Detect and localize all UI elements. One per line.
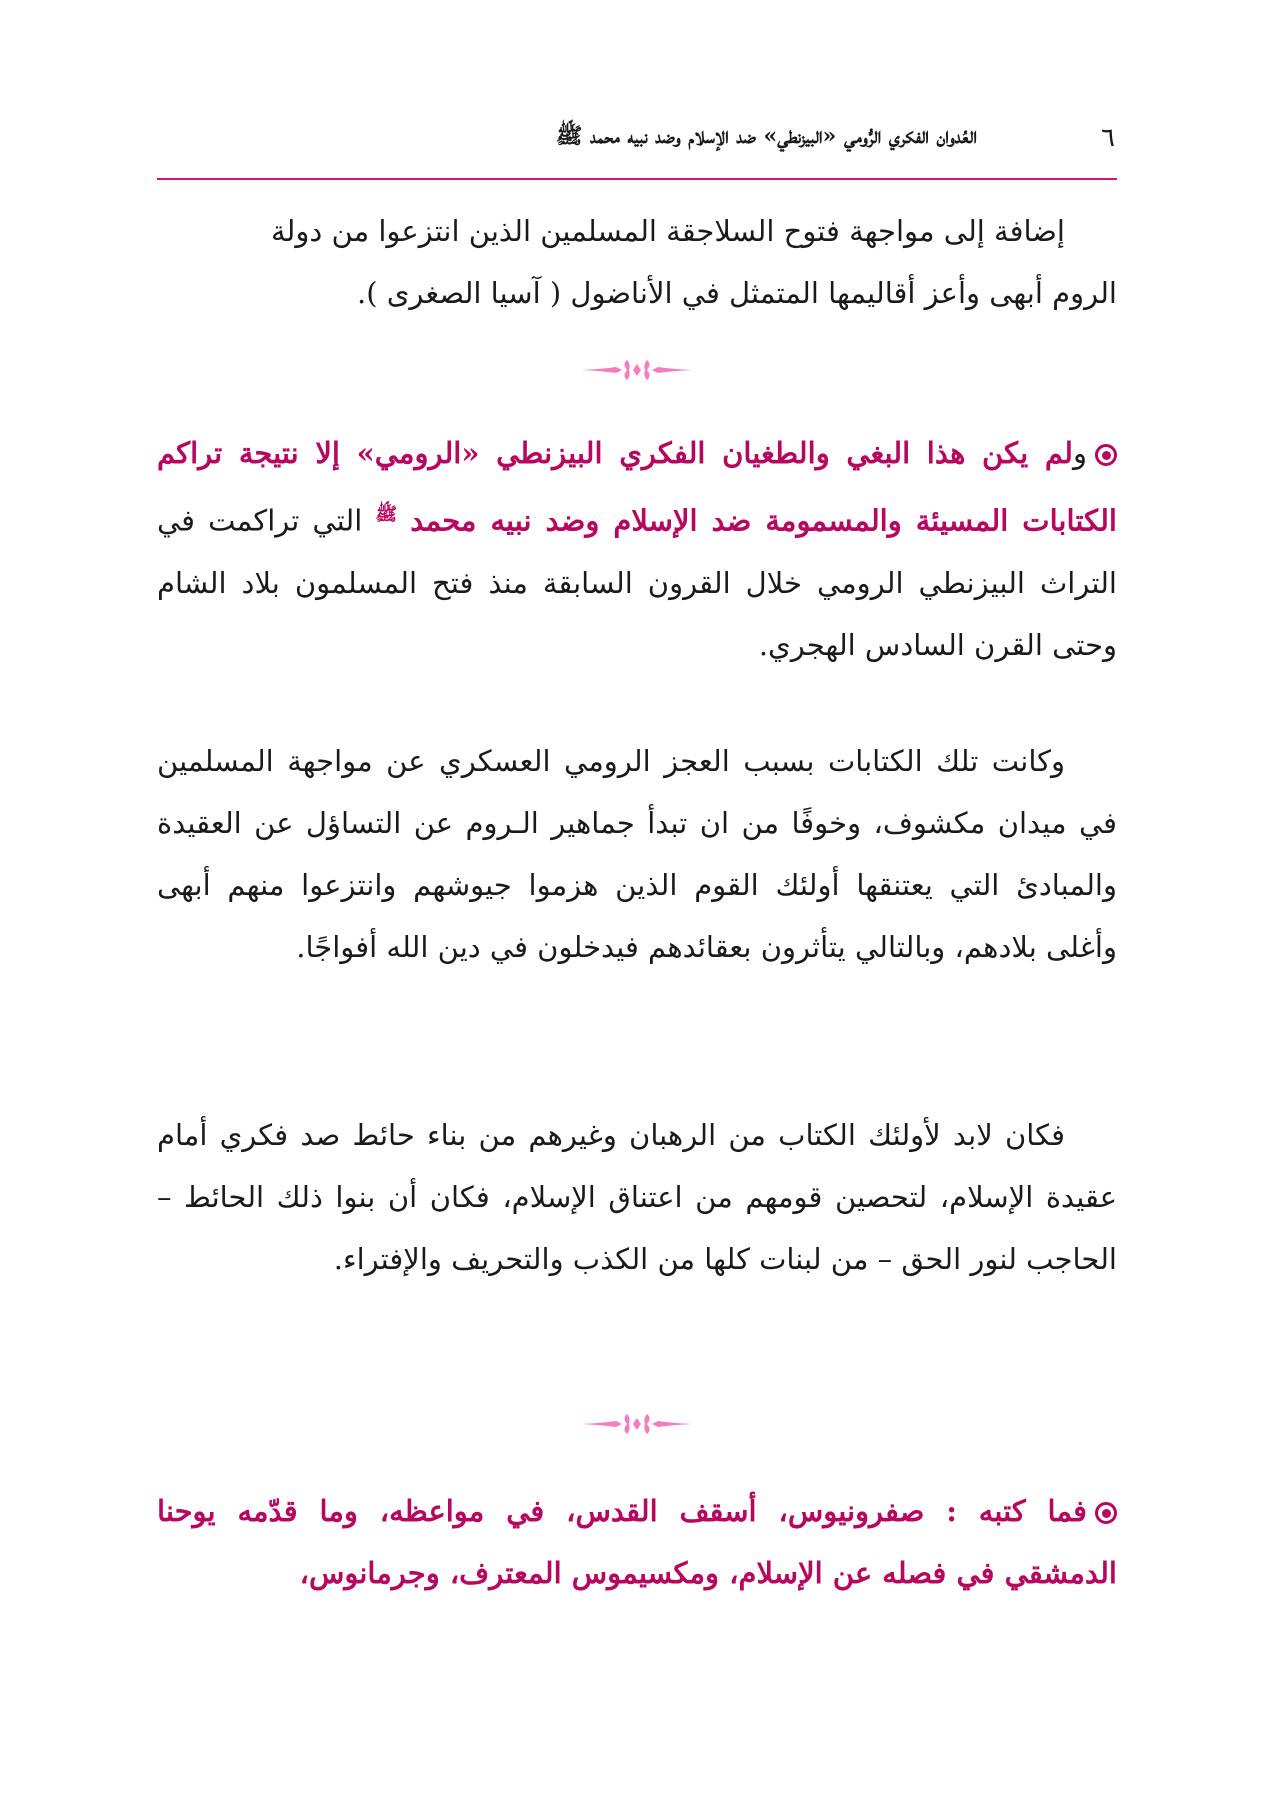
paragraph-2-lead: و	[1072, 436, 1087, 470]
paragraph-1-line-2: الروم أبهى وأعز أقاليمها المتمثل في الأناضول ( آسيا الصغرى ).	[356, 276, 1117, 310]
paragraph-4-text: فكان لابد لأولئك الكتاب من الرهبان وغيرهم من بناء حائط صد فكري أمام عقيدة الإسلام، لتحصين قومهم من اعتناق الإسلام، فكان أن بنوا ذلك الحائط –الحاجب لنور الحق – من لبنات كلها من الكذب والتحريف والإفتراء.	[157, 1118, 1117, 1276]
paragraph-1	[157, 200, 1117, 324]
paragraph-2	[157, 422, 1117, 676]
paragraph-4	[157, 1104, 1117, 1290]
honorific-symbol: ﷺ	[375, 504, 398, 525]
bullet-icon	[1095, 1502, 1117, 1524]
paragraph-3-text: وكانت تلك الكتابات بسبب العجز الرومي العسكري عن مواجهة المسلمين في ميدان مكشوف، وخوفًا من ان تبدأ جماهير الـروم عن التساؤل عن العقيدة والمبادئ التي يعتنقها أولئك القوم الذين هزموا جيوشهم وانتزعوا منهم أبهى وأغلى بلادهم، وبالتالي يتأثرون بعقائدهم فيدخلون في دين الله أفواجًا.	[157, 744, 1117, 964]
paragraph-3	[157, 730, 1117, 978]
paragraph-1-line-1: إضافة إلى مواجهة فتوح السلاجقة المسلمين الذين انتزعوا من دولة	[270, 214, 1065, 248]
page-number: ٦	[1101, 123, 1115, 153]
running-title: العُدوان الفكري الرُّومي «البيزنطي» ضد الإسلام وضد نبيه محمد ﷺ	[555, 123, 977, 149]
section-divider-ornament	[157, 358, 1117, 382]
paragraph-5	[157, 1480, 1117, 1604]
paragraph-5-text	[157, 1480, 1117, 1604]
paragraph-2-rest: التي تراكمت في التراث البيزنطي الرومي خلال القرون السابقة منذ فتح المسلمون بلاد الشام وحتى القرن السادس الهجري.	[157, 503, 1117, 662]
paragraph-2-highlight: لم يكن هذا البغي والطغيان الفكري البيزنطي «الرومي» إلا نتيجة تراكم الكتابات المسيئة والمسمومة ضد الإسلام وضد نبيه محمد	[157, 436, 1117, 538]
section-divider-ornament-2	[157, 1412, 1117, 1436]
header-rule	[157, 178, 1117, 180]
ornament-icon	[582, 1412, 692, 1436]
paragraph-5-highlight: فما كتبه : صفرونيوس، أسقف القدس، في مواعظه، وما قدّمه يوحنا الدمشقي في فصله عن الإسلام، ومكسيموس المعترف، وجرمانوس،	[157, 1494, 1117, 1590]
ornament-icon	[582, 358, 692, 382]
paragraph-2-text	[157, 422, 1117, 676]
page-header	[157, 118, 1117, 158]
document-page	[157, 0, 1117, 1800]
bullet-icon	[1095, 444, 1117, 466]
